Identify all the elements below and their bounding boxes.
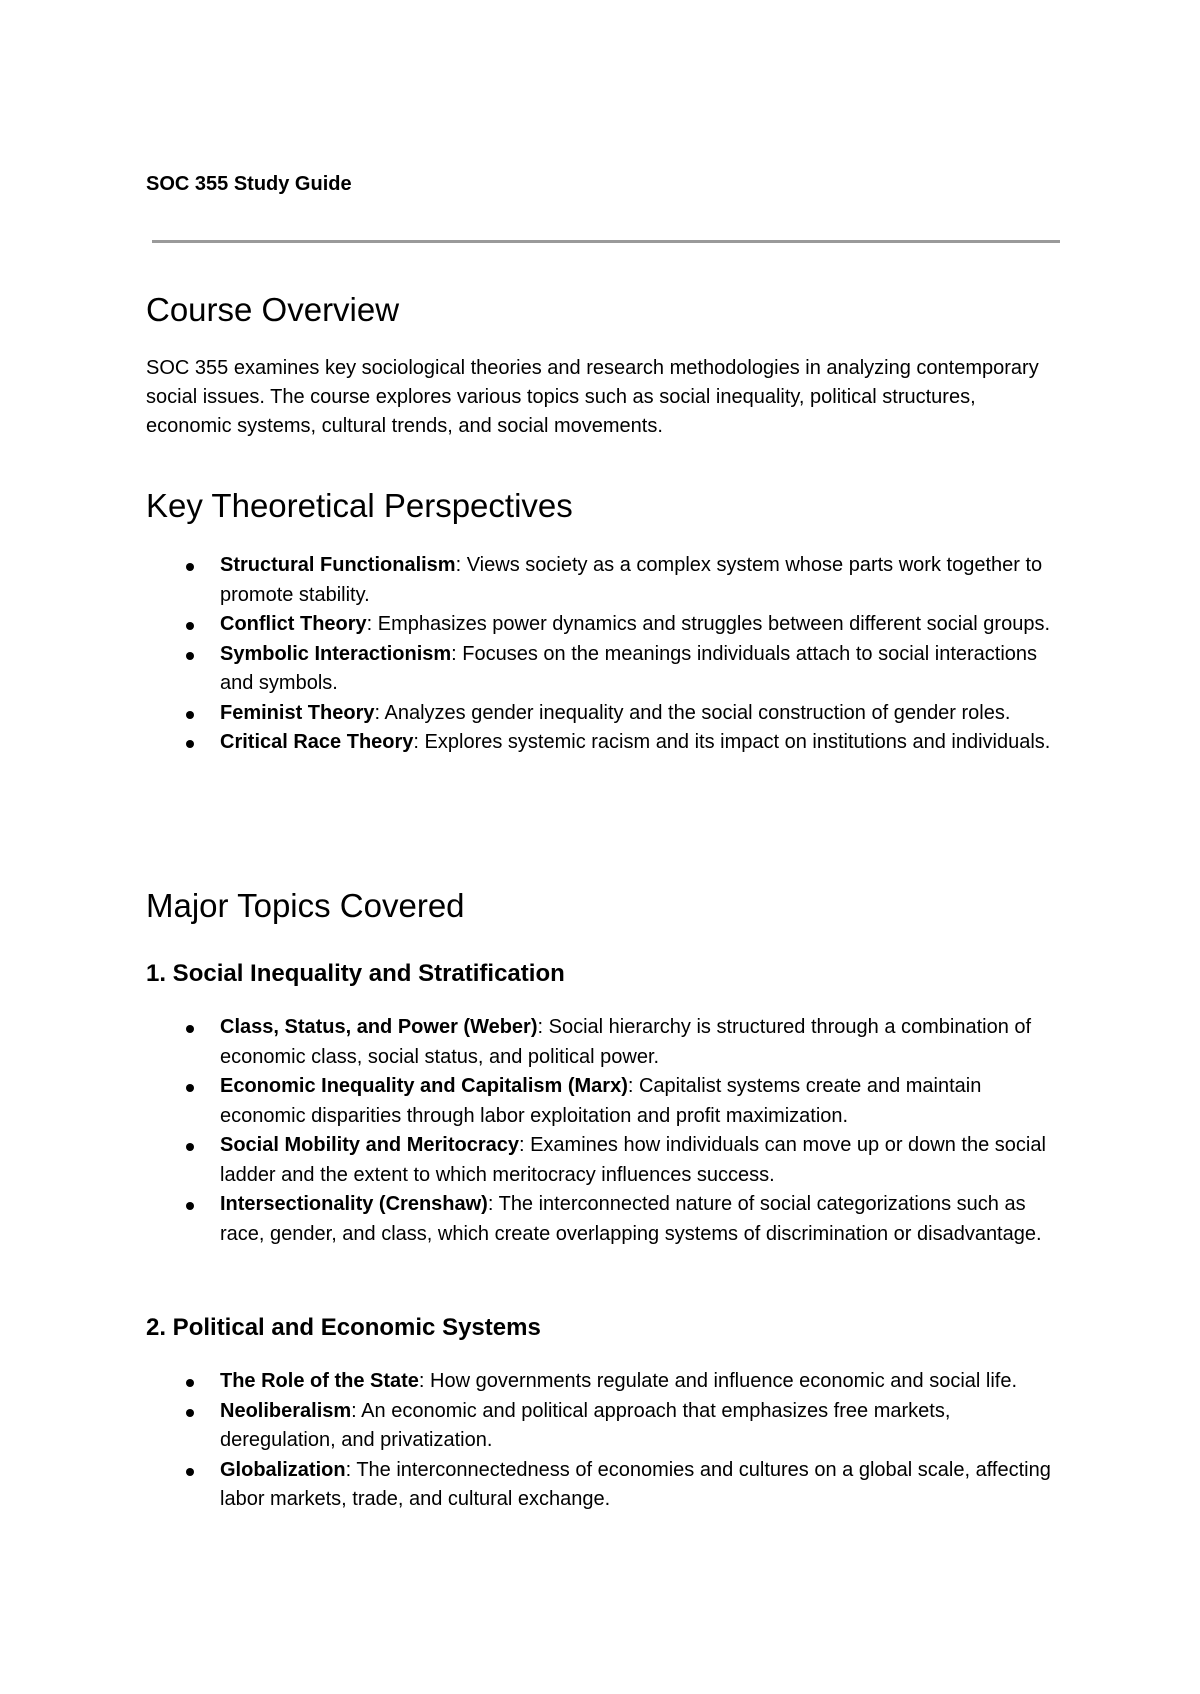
description: : Explores systemic racism and its impact on institutions and individuals. <box>413 731 1051 753</box>
term: Economic Inequality and Capitalism (Marx) <box>220 1075 628 1097</box>
course-overview-section <box>146 290 1061 441</box>
topic-heading-1: 1. Social Inequality and Stratification <box>146 960 565 987</box>
description: : Social hierarchy is structured through a combination of economic class, social status, and political power. <box>220 1016 1032 1068</box>
description: : Emphasizes power dynamics and struggles between different social groups. <box>366 613 1051 635</box>
list-item <box>146 699 1061 729</box>
description: : An economic and political approach that emphasizes free markets, deregulation, and privatization. <box>220 1399 951 1451</box>
term: Class, Status, and Power (Weber) <box>220 1016 538 1038</box>
major-topics-heading: Major Topics Covered <box>146 887 465 924</box>
bullet-icon <box>186 1084 194 1092</box>
bullet-icon <box>186 622 194 630</box>
list-item <box>146 1367 1061 1397</box>
perspectives-section <box>146 486 1061 758</box>
list-item <box>146 728 1061 758</box>
bullet-icon <box>186 1202 194 1210</box>
topic-list-2 <box>146 1367 1061 1515</box>
perspectives-list <box>146 551 1061 758</box>
list-item <box>146 551 1061 610</box>
course-overview-body: SOC 355 examines key sociological theories and research methodologies in analyzing contemporary social issues. The course explores various topics such as social inequality, political structures, economic systems, cultural trends, and social movements. <box>146 357 1039 437</box>
bullet-icon <box>186 1379 194 1387</box>
list-item <box>146 1131 1061 1190</box>
bullet-icon <box>186 1143 194 1151</box>
topic-section-1 <box>146 959 1061 1249</box>
major-topics-section <box>146 886 1061 926</box>
list-item <box>146 640 1061 699</box>
term: Structural Functionalism <box>220 554 456 576</box>
document-title: SOC 355 Study Guide <box>146 173 352 195</box>
description: : Capitalist systems create and maintain economic disparities through labor exploitation and profit maximization. <box>220 1075 982 1127</box>
term: Feminist Theory <box>220 701 375 724</box>
term: Neoliberalism <box>220 1399 352 1422</box>
bullet-icon <box>186 1409 194 1417</box>
perspectives-heading: Key Theoretical Perspectives <box>146 487 573 524</box>
list-item <box>146 610 1061 640</box>
term: Social Mobility and Meritocracy <box>220 1134 519 1156</box>
bullet-icon <box>186 1025 194 1033</box>
term: Conflict Theory <box>220 613 367 635</box>
bullet-icon <box>186 1468 194 1476</box>
list-item <box>146 1013 1061 1072</box>
list-item <box>146 1456 1061 1515</box>
term: The Role of the State <box>220 1370 419 1392</box>
term: Critical Race Theory <box>220 731 414 753</box>
horizontal-divider <box>152 240 1060 243</box>
description: : Analyzes gender inequality and the social construction of gender roles. <box>374 701 1011 724</box>
list-item <box>146 1397 1061 1456</box>
term: Globalization <box>220 1458 346 1481</box>
bullet-icon <box>186 711 194 719</box>
topic-list-1 <box>146 1013 1061 1249</box>
description: : Examines how individuals can move up or down the social ladder and the extent to which meritocracy influences success. <box>220 1134 1046 1186</box>
description: : The interconnectedness of economies and cultures on a global scale, affecting labor markets, trade, and cultural exchange. <box>220 1458 1051 1510</box>
list-item <box>146 1072 1061 1131</box>
description: : How governments regulate and influence economic and social life. <box>418 1370 1018 1392</box>
description: : Focuses on the meanings individuals attach to social interactions and symbols. <box>220 642 1038 694</box>
term: Intersectionality (Crenshaw) <box>220 1193 488 1215</box>
term: Symbolic Interactionism <box>220 642 452 665</box>
bullet-icon <box>186 740 194 748</box>
topic-heading-2: 2. Political and Economic Systems <box>146 1314 541 1341</box>
description: : Views society as a complex system whose parts work together to promote stability. <box>220 554 1043 606</box>
course-overview-heading: Course Overview <box>146 291 400 328</box>
bullet-icon <box>186 652 194 660</box>
bullet-icon <box>186 563 194 571</box>
topic-section-2 <box>146 1313 1061 1515</box>
description: : The interconnected nature of social categorizations such as race, gender, and class, which create overlapping systems of discrimination or disadvantage. <box>220 1193 1042 1245</box>
list-item <box>146 1190 1061 1249</box>
